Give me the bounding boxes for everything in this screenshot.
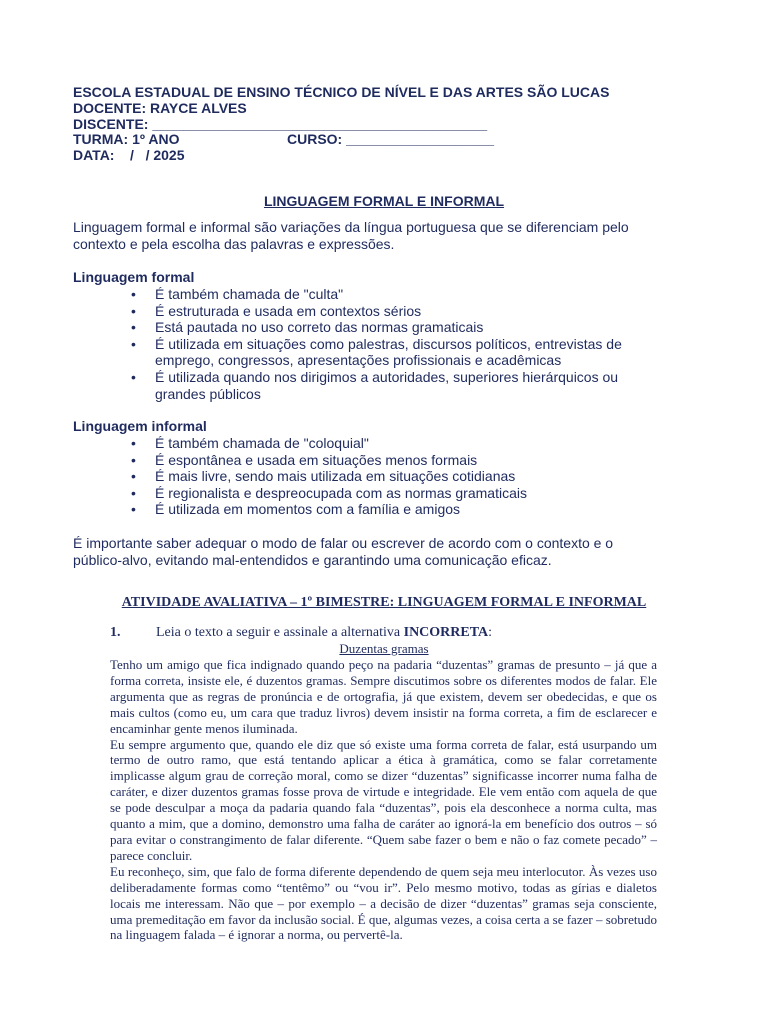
reading-text [110, 657, 657, 943]
question-1 [110, 625, 492, 641]
reading-paragraph: Tenho um amigo que fica indignado quando peço na padaria “duzentas” gramas de presunto – já que a forma correta, insiste ele, é duzentos gramas. Sempre discutimos sobre os diferentes modos de falar. Ele argumenta que as regras de pronúncia e de ortografia, já que existem, devem ser obedecidas, e que os mais cultos (como eu, um cara que traduz livros) devem insistir na forma correta, a fim de esclarecer e encaminhar gente menos iluminada. [110, 657, 657, 736]
informal-list [73, 435, 643, 518]
date-line: DATA: / / 2025 [73, 147, 185, 164]
document-header [73, 85, 609, 164]
intro-paragraph: Linguagem formal e informal são variações da língua portuguesa que se diferenciam pelo contexto e pela escolha das palavras e expressões. [73, 219, 629, 252]
teacher-line: DOCENTE: RAYCE ALVES [73, 99, 247, 116]
question-number: 1. [110, 625, 121, 640]
bullet-icon: • [131, 451, 136, 468]
bullet-icon: • [131, 468, 136, 485]
question-end: : [488, 625, 493, 640]
bullet-icon: • [131, 435, 136, 451]
question-emphasis: INCORRETA [403, 625, 489, 640]
class-course-line [73, 132, 609, 148]
list-item: • É mais livre, sendo mais utilizada em situações cotidianas [131, 468, 516, 485]
course-line: CURSO: ___________________ [287, 131, 495, 148]
reading-paragraph: Eu sempre argumento que, quando ele diz que só existe uma forma correta de falar, está usurpando um termo de outro ramo, que está tentando aplicar a ética à gramática, como se falar corretamente implicasse algum grau de correção moral, como se dizer “duzentas” significasse incorrer numa falha de caráter, e dizer duzentos gramas fosse prova de virtude e integridade. Ele vem então com aquela de que se pode desculpar a moça da padaria quando fala “duzentas”, pois ela desconhece a norma culta, mas quanto a mim, que a domino, demonstro uma falha de caráter ao ignorá-la em benefício dos outros – só para evitar o constrangimento de falar diferente. “Quem sabe fazer o bem e não o faz comete pecado” – parece concluir. [110, 736, 657, 863]
list-item: • É também chamada de "coloquial" [131, 435, 369, 451]
list-item: • Está pautada no uso correto das normas gramaticais [131, 319, 484, 336]
list-item: • É também chamada de "culta" [131, 286, 344, 302]
class-label: TURMA: 1º ANO [73, 131, 180, 148]
list-item: • É utilizada em situações como palestras, discursos políticos, entrevistas de emprego, congressos, apresentações profissionais e acadêmicas [131, 335, 622, 369]
formal-list [73, 286, 643, 402]
student-line: DISCENTE: ___________________________________________ [73, 115, 488, 132]
bullet-icon: • [131, 368, 136, 385]
bullet-icon: • [131, 319, 136, 336]
bullet-icon: • [131, 302, 136, 319]
formal-heading: Linguagem formal [73, 269, 195, 285]
reading-paragraph: Eu reconheço, sim, que falo de forma diferente dependendo de quem seja meu interlocutor. Às vezes uso deliberadamente formas como “tentêmo” ou “vou ir”. Pelo mesmo motivo, todas as gírias e dialetos locais me interessam. Não que – por exemplo – a decisão de dizer “duzentas” gramas seja consciente, uma premeditação em favor da inclusão social. É que, algumas vezes, a coisa certa a se fazer – sobretudo na linguagem falada – é ignorar a norma, ou pervertê-la. [110, 863, 657, 943]
reading-title: Duzentas gramas [339, 641, 429, 656]
bullet-icon: • [131, 484, 136, 501]
informal-heading: Linguagem informal [73, 418, 207, 434]
bullet-icon: • [131, 335, 136, 352]
lesson-title: LINGUAGEM FORMAL E INFORMAL [263, 193, 505, 209]
conclusion-paragraph: É importante saber adequar o modo de falar ou escrever de acordo com o contexto e o público-alvo, evitando mal-entendidos e garantindo uma comunicação eficaz. [73, 535, 614, 568]
list-item: • É espontânea e usada em situações menos formais [131, 451, 478, 468]
list-item: • É estruturada e usada em contextos sérios [131, 302, 422, 319]
activity-title: ATIVIDADE AVALIATIVA – 1º BIMESTRE: LINGUAGEM FORMAL E INFORMAL [121, 595, 647, 610]
school-name: ESCOLA ESTADUAL DE ENSINO TÉCNICO DE NÍVEL E DAS ARTES SÃO LUCAS [73, 84, 610, 100]
bullet-icon: • [131, 286, 136, 302]
list-item: • É utilizada quando nos dirigimos a autoridades, superiores hierárquicos ou grandes públicos [131, 368, 619, 402]
list-item: • É utilizada em momentos com a família e amigos [131, 501, 461, 518]
bullet-icon: • [131, 501, 136, 518]
list-item: • É regionalista e despreocupada com as normas gramaticais [131, 484, 527, 501]
question-prompt: Leia o texto a seguir e assinale a alternativa [156, 625, 404, 640]
